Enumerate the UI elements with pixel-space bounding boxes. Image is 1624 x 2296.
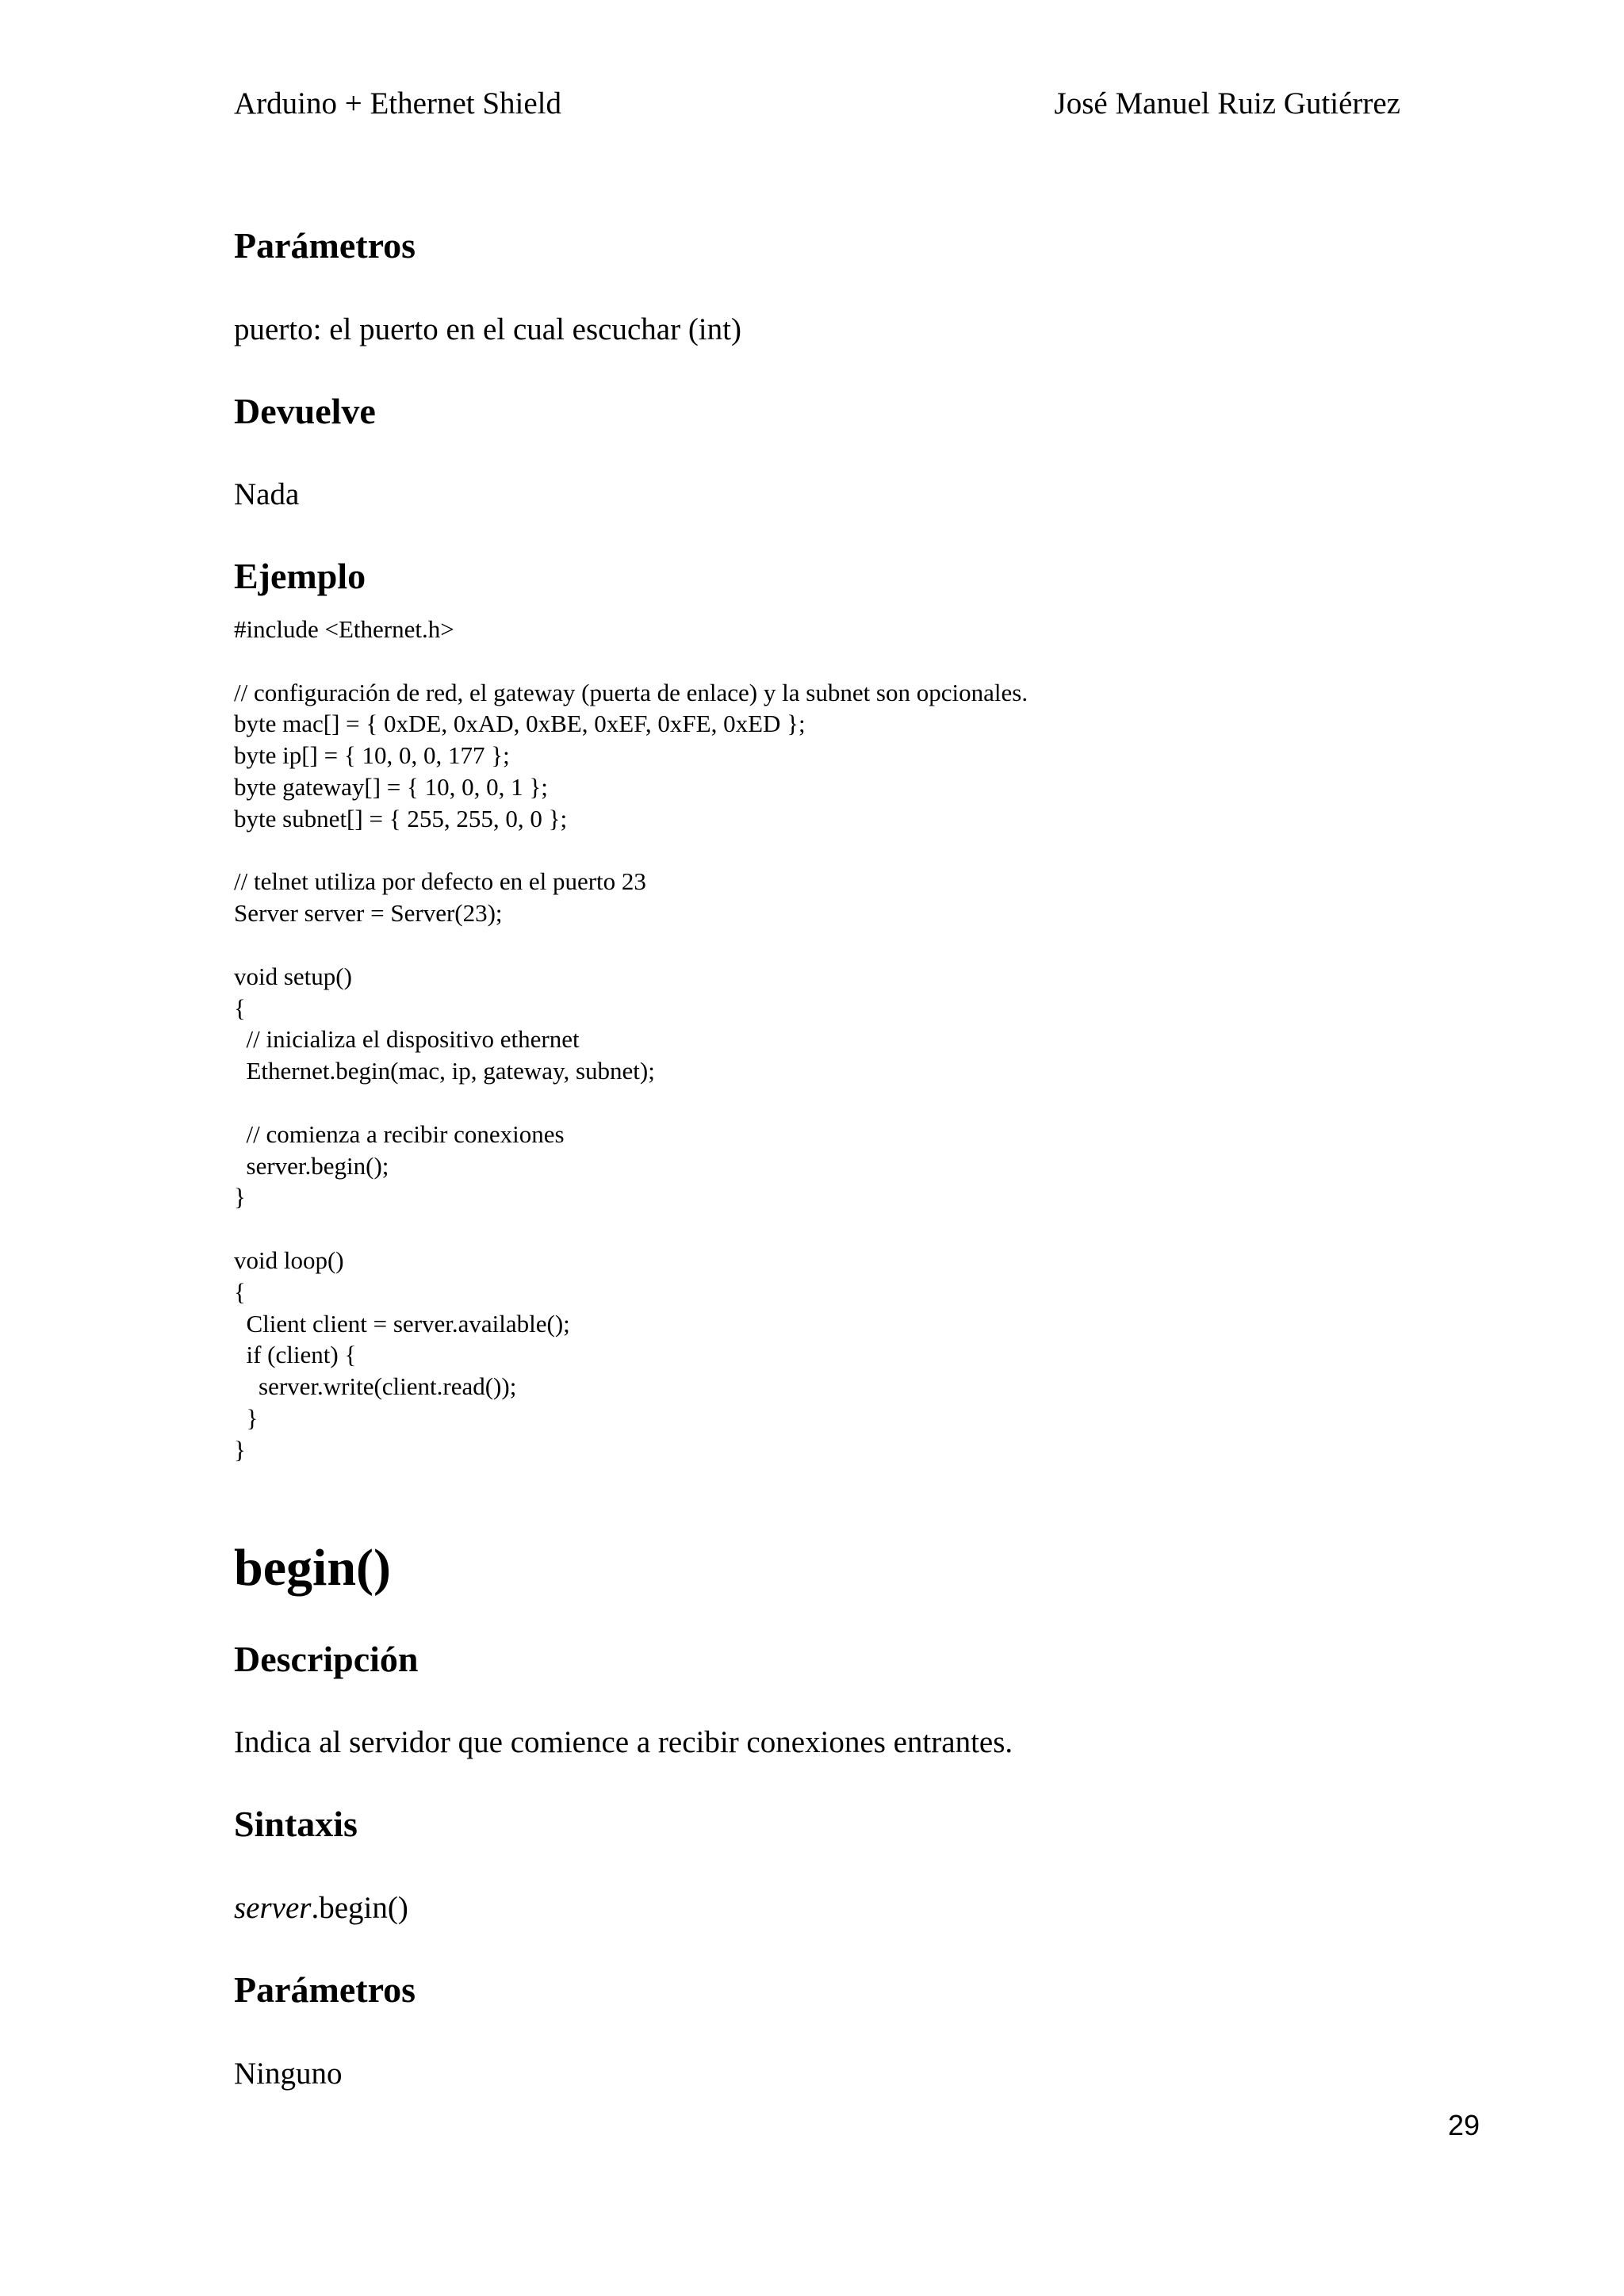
code-line: Client client = server.available(); [234,1309,570,1337]
code-line: void loop() [234,1246,344,1274]
code-line: byte gateway[] = { 10, 0, 0, 1 }; [234,772,548,801]
code-line: // comienza a recibir conexiones [234,1119,565,1148]
sintaxis-method: .begin() [311,1891,408,1925]
parametros2-text: Ninguno [234,2057,343,2091]
code-line [234,835,1028,867]
code-line [234,645,1028,677]
code-line: // configuración de red, el gateway (puerta de enlace) y la subnet son opcionales. [234,678,1028,706]
code-line: #include <Ethernet.h> [234,615,454,643]
code-line: // inicializa el dispositivo ethernet [234,1025,580,1054]
code-line: if (client) { [234,1341,357,1369]
descripcion-text: Indica al servidor que comience a recibir conexiones entrantes. [234,1725,1013,1759]
code-line: { [234,1277,246,1306]
code-line: } [234,1183,246,1211]
code-line: } [234,1403,259,1432]
code-line: server.write(client.read()); [234,1372,517,1401]
header-title: Arduino + Ethernet Shield [234,86,562,121]
devuelve-heading: Devuelve [234,391,376,431]
code-line: void setup() [234,962,352,990]
descripcion-heading: Descripción [234,1639,419,1679]
code-line: // telnet utiliza por defecto en el puerto 23 [234,867,646,896]
header-author: José Manuel Ruiz Gutiérrez [1054,86,1400,121]
code-line: } [234,1435,246,1464]
sintaxis-text [234,1890,408,1926]
parametros-heading: Parámetros [234,225,416,266]
ejemplo-heading: Ejemplo [234,556,366,596]
parametros-text: puerto: el puerto en el cual escuchar (int) [234,312,741,346]
sintaxis-heading: Sintaxis [234,1804,358,1844]
sintaxis-object: server [234,1891,312,1925]
code-line [234,929,1028,961]
code-line: Ethernet.begin(mac, ip, gateway, subnet); [234,1057,655,1085]
code-line: server.begin(); [234,1151,389,1180]
code-example [234,614,1028,1466]
code-line: { [234,993,246,1022]
devuelve-text: Nada [234,477,300,511]
code-line: byte ip[] = { 10, 0, 0, 177 }; [234,741,510,770]
code-line [234,1087,1028,1119]
code-line: byte mac[] = { 0xDE, 0xAD, 0xBE, 0xEF, 0xFE, 0xED }; [234,710,806,738]
page-number: 29 [1447,2109,1480,2141]
begin-title: begin() [234,1539,391,1597]
code-line [234,1213,1028,1245]
parametros2-heading: Parámetros [234,1969,416,2010]
code-line: Server server = Server(23); [234,899,503,928]
code-line: byte subnet[] = { 255, 255, 0, 0 }; [234,804,568,832]
